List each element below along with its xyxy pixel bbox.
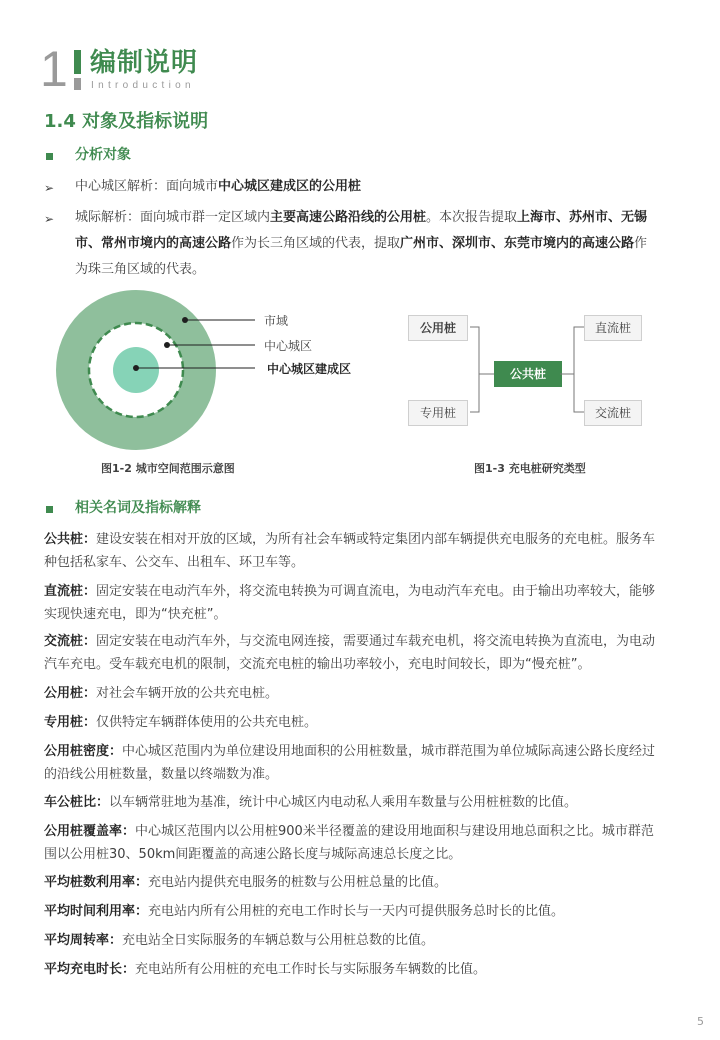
page-number: 5 — [697, 1015, 704, 1028]
chapter-subtitle: Introduction — [91, 80, 195, 91]
section-title: 1.4 对象及指标说明 — [44, 111, 209, 132]
city-space-diagram — [40, 290, 380, 460]
chapter-title: 编制说明 — [90, 48, 199, 78]
box-dc-pile: 直流桩 — [584, 315, 642, 341]
label-city: 市域 — [264, 314, 289, 328]
arrow-bullet-icon: ➢ — [44, 181, 55, 195]
box-public-pile: 公用桩 — [408, 315, 468, 341]
term-definition: 公用桩：对社会车辆开放的公共充电桩。 — [44, 686, 279, 701]
term-definition: 平均充电时长：充电站所有公用桩的充电工作时长与实际服务车辆数的比值。 — [44, 962, 487, 977]
box-ac-pile: 交流桩 — [584, 400, 642, 426]
term-definition: 公共桩：建设安装在相对开放的区域，为所有社会车辆或特定集团内部车辆提供充电服务的充电桩。服务车 种包括私家车、公交车、出租车、环卫车等。 — [44, 532, 656, 570]
box-common-pile: 公共桩 — [494, 361, 562, 387]
term-definition: 专用桩：仅供特定车辆群体使用的公共充电桩。 — [44, 715, 318, 730]
arrow-bullet-icon: ➢ — [44, 212, 55, 226]
term-definition: 公用桩密度：中心城区范围内为单位建设用地面积的公用桩数量，城市群范围为单位城际高速公路长度经过 的沿线公用桩数量，数量以终端数为准。 — [44, 744, 656, 782]
header-accent-bar — [74, 50, 81, 74]
term-definition: 平均桩数利用率：充电站内提供充电服务的桩数与公用桩总量的比值。 — [44, 875, 448, 890]
figure-caption-2: 图1-3 充电桩研究类型 — [474, 462, 586, 475]
square-bullet-icon — [46, 153, 53, 160]
term-definition: 交流桩：固定安装在电动汽车外，与交流电网连接，需要通过车载充电机，将交流电转换为直流电，为电动 汽车充电。受车载充电机的限制，交流充电桩的输出功率较小，充电时间较长，即为“慢充桩”。 — [44, 634, 656, 672]
label-center: 中心城区 — [264, 339, 313, 353]
term-definition: 公用桩覆盖率：中心城区范围内以公用桩900米半径覆盖的建设用地面积与建设用地总面积之比。城市群范 围以公用桩30、50km间距覆盖的高速公路长度与城际高速总长度之比。 — [44, 824, 654, 862]
term-definition: 平均周转率：充电站全日实际服务的车辆总数与公用桩总数的比值。 — [44, 933, 435, 948]
analysis-heading: 分析对象 — [75, 147, 131, 163]
terms-heading: 相关名词及指标解释 — [75, 500, 201, 516]
connector-lines — [466, 320, 590, 420]
box-dedicated-pile: 专用桩 — [408, 400, 468, 426]
term-definition: 直流桩：固定安装在电动汽车外，将交流电转换为可调直流电，为电动汽车充电。由于输出功率较大，能够 实现快速充电，即为“快充桩”。 — [44, 584, 656, 622]
analysis-item-2: 城际解析：面向城市群一定区域内主要高速公路沿线的公用桩。本次报告提取上海市、苏州市、无锡 市、常州市境内的高速公路作为长三角区域的代表，提取广州市、深圳市、东莞市境内的高速公路作 为珠三角区域的代表。 — [75, 210, 648, 277]
label-built-up: 中心城区建成区 — [267, 362, 352, 376]
analysis-item-1: 中心城区解析：面向城市中心城区建成区的公用桩 — [75, 179, 362, 194]
square-bullet-icon — [46, 506, 53, 513]
term-definition: 车公桩比：以车辆常驻地为基准，统计中心城区内电动私人乘用车数量与公用桩桩数的比值。 — [44, 795, 578, 810]
header-accent-bar-grey — [74, 78, 81, 90]
figure-caption-1: 图1-2 城市空间范围示意图 — [101, 462, 235, 475]
chapter-number: 1 — [40, 41, 68, 97]
term-definition: 平均时间利用率：充电站内所有公用桩的充电工作时长与一天内可提供服务总时长的比值。 — [44, 904, 565, 919]
